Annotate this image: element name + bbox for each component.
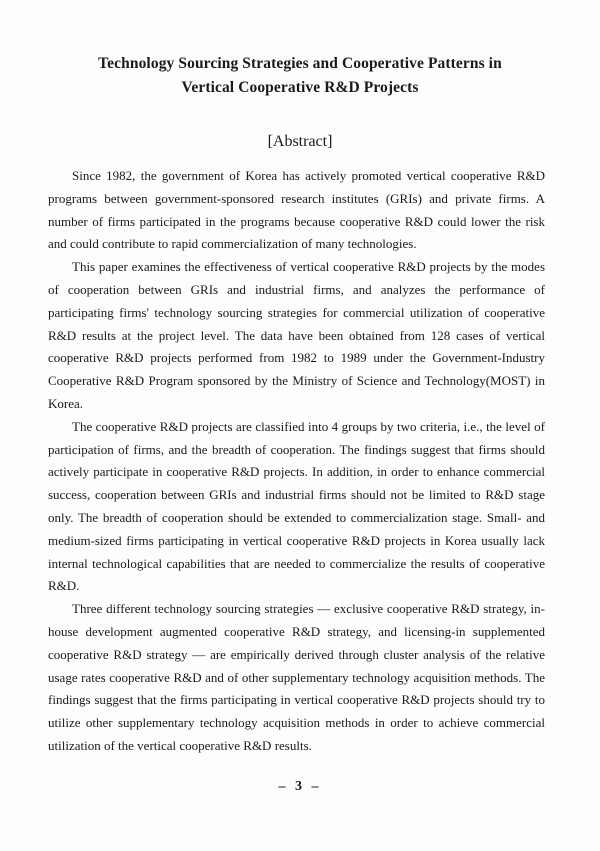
page-number: – 3 – [278,779,322,794]
title-line-1: Technology Sourcing Strategies and Cooperative Patterns in [98,55,502,72]
abstract-paragraph-3: The cooperative R&D projects are classified into 4 groups by two criteria, i.e., the level of participation of firms, and the breadth of cooperation. The findings suggest that firms should actively participate in cooperative R&D projects. In addition, in order to enhance commercial success, cooperation between GRIs and industrial firms should not be limited to R&D stage only. The breadth of cooperation should be extended to commercialization stage. Small- and medium-sized firms participating in vertical cooperative R&D projects in Korea usually lack internal technological capabilities that are needed to commercialize the results of cooperative R&D. [48,418,545,594]
abstract-paragraph-1: Since 1982, the government of Korea has actively promoted vertical cooperative R&D programs between government-sponsored research institutes (GRIs) and private firms. A number of firms participated in the programs because cooperative R&D could lower the risk and could contribute to rapid commercialization of many technologies. [48,168,545,252]
abstract-heading: [Abstract] [267,133,333,150]
title-line-2: Vertical Cooperative R&D Projects [181,79,419,96]
abstract-paragraph-2: This paper examines the effectiveness of vertical cooperative R&D projects by the modes of cooperation between GRIs and industrial firms, and analyzes the performance of participating firms' technology sourcing strategies for commercial utilization of cooperative R&D results at the project level. The data have been obtained from 128 cases of vertical cooperative R&D projects performed from 1982 to 1989 under the Government-Industry Cooperative R&D Program sponsored by the Ministry of Science and Technology(MOST) in Korea. [48,259,545,411]
paper-title [40,52,560,100]
abstract-paragraph-4: Three different technology sourcing strategies — exclusive cooperative R&D strategy, in-house development augmented cooperative R&D strategy, and licensing-in supplemented cooperative R&D strategy — are empirically derived through cluster analysis of the relative usage rates cooperative R&D and of other supplementary technology acquisition methods. The findings suggest that the firms participating in vertical cooperative R&D projects should try to utilize other supplementary technology acquisition methods in order to achieve commercial utilization of the vertical cooperative R&D results. [48,601,545,753]
abstract-body [48,165,545,758]
